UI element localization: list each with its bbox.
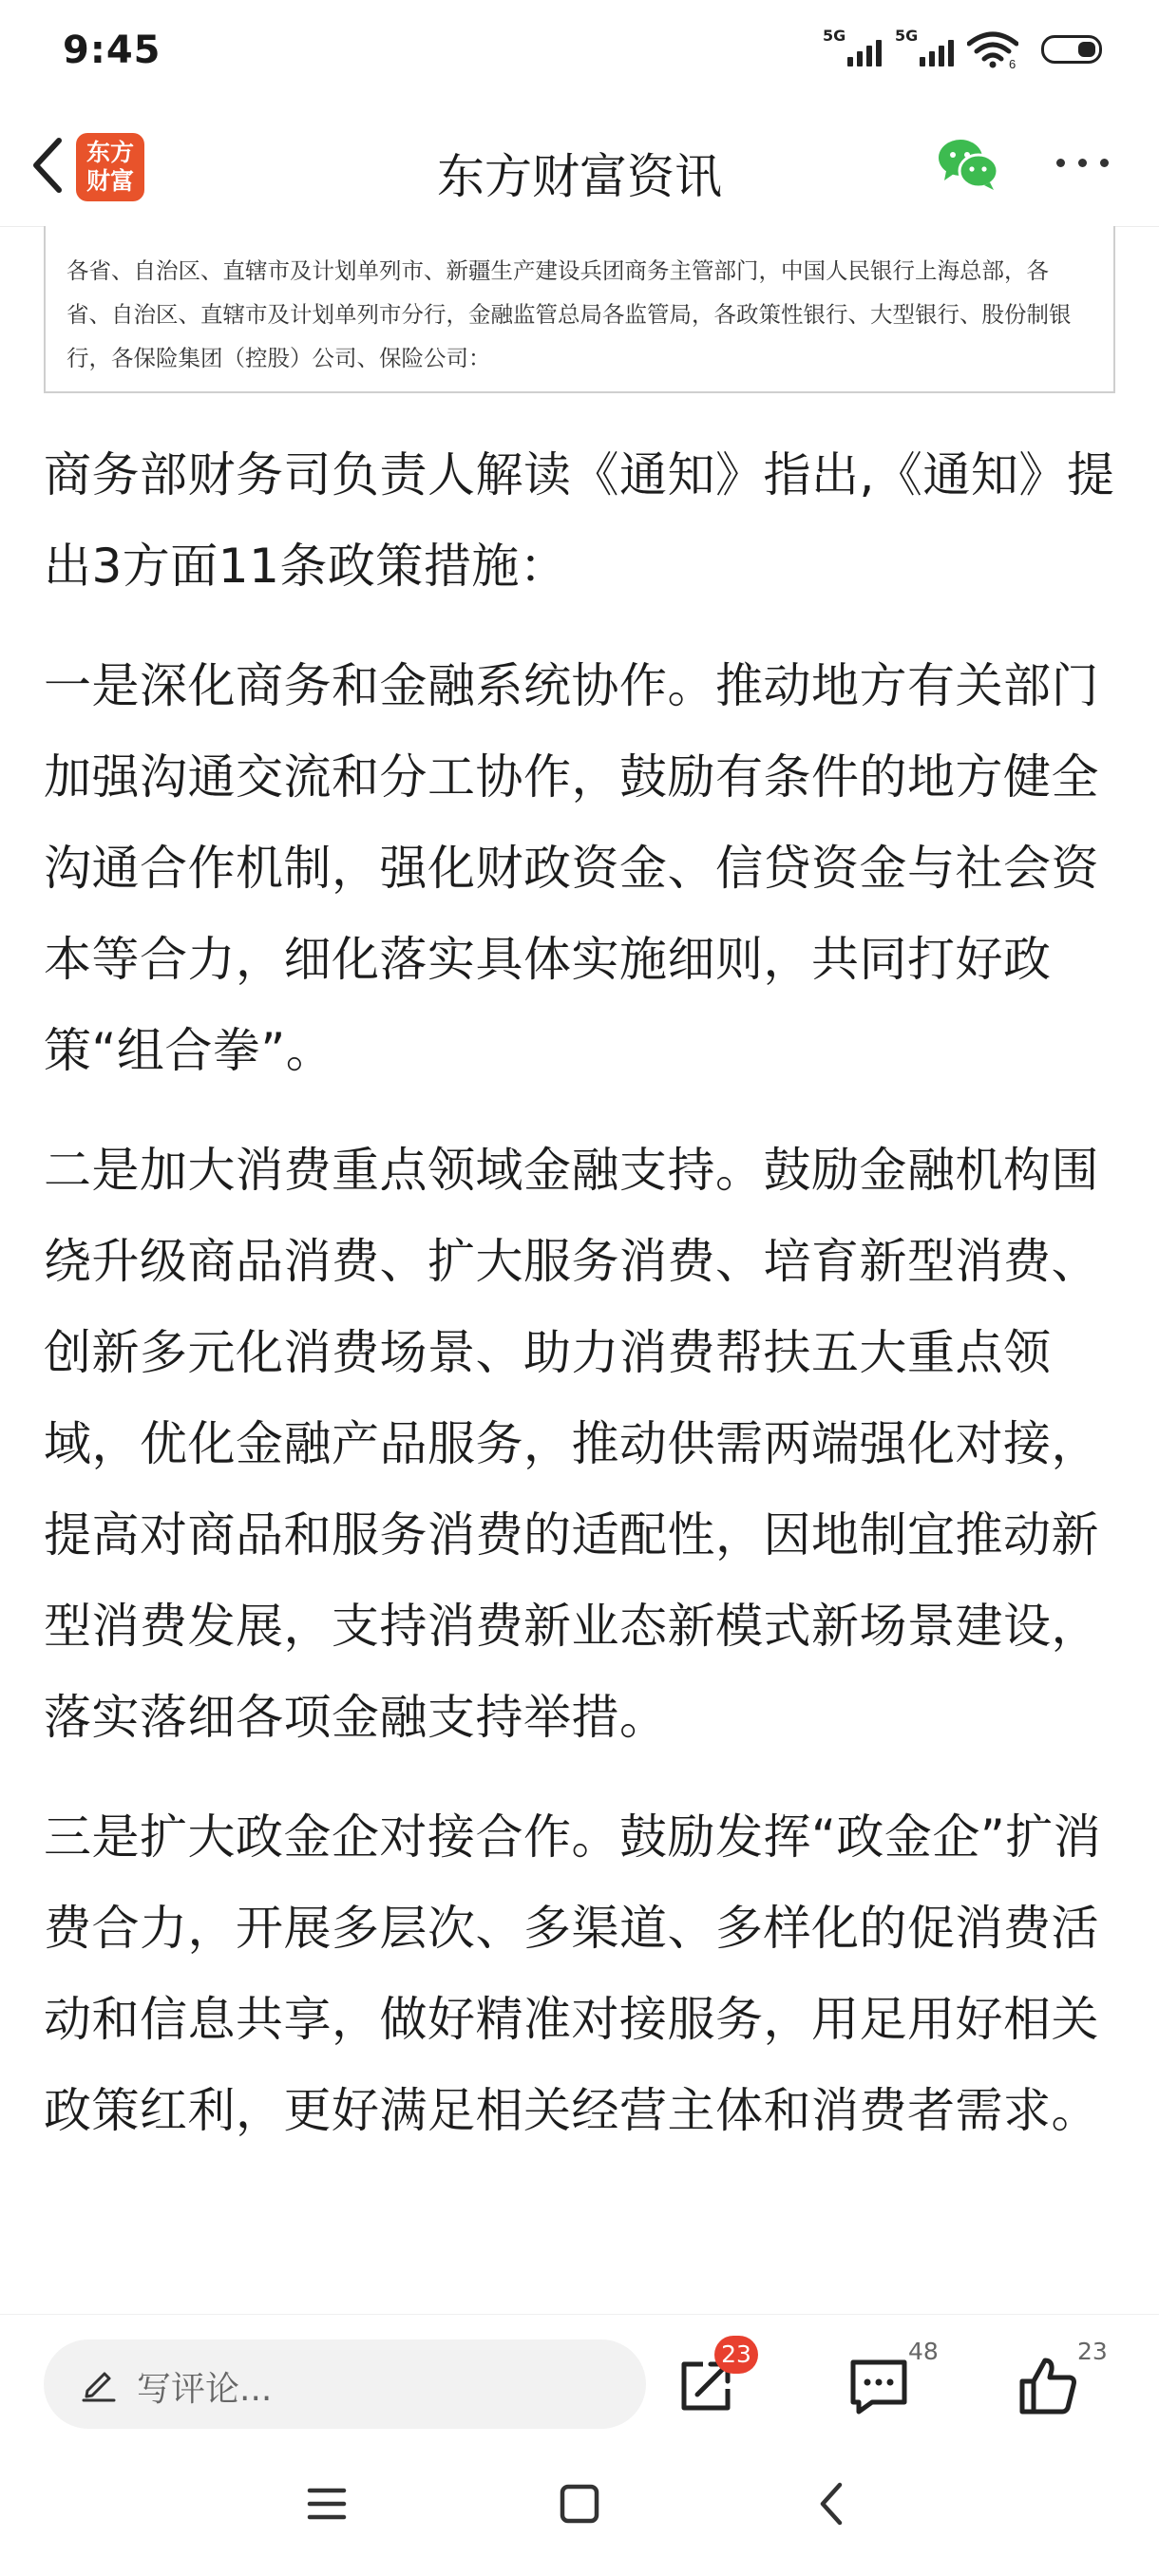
comment-input[interactable] <box>44 2339 646 2429</box>
status-time: 9:45 <box>63 28 162 72</box>
more-icon[interactable] <box>1056 148 1117 177</box>
logo-line1: 东方 <box>86 139 134 166</box>
wechat-icon[interactable] <box>937 137 999 192</box>
signal-icon <box>823 27 882 66</box>
signal-label: 5G <box>895 27 919 45</box>
notice-image <box>44 226 1115 393</box>
status-icons <box>823 27 1102 68</box>
pen-icon <box>78 2362 120 2404</box>
like-icon <box>1015 2353 1081 2419</box>
back-icon[interactable] <box>804 2475 861 2532</box>
article-paragraph: 三是扩大政金企对接合作。鼓励发挥“政金企”扩消费合力，开展多层次、多渠道、多样化的促消费活动和信息共享，做好精准对接服务，用足用好相关政策红利，更好满足相关经营主体和消费者需求。 <box>44 1809 1102 2138</box>
article-paragraph: 一是深化商务和金融系统协作。推动地方有关部门加强沟通交流和分工协作，鼓励有条件的地方健全沟通合作机制，强化财政资金、信贷资金与社会资本等合力，细化落实具体实施细则，共同打好政策“组合拳”。 <box>44 658 1099 1078</box>
page-title: 东方财富资讯 <box>437 149 722 204</box>
status-bar <box>0 0 1159 104</box>
wifi-sub: 6 <box>1009 57 1016 68</box>
comment-placeholder: 写评论... <box>137 2370 273 2409</box>
system-nav-bar <box>0 2437 1159 2576</box>
comment-button[interactable] <box>846 2338 939 2419</box>
comment-count: 48 <box>908 2338 939 2365</box>
like-button[interactable] <box>1015 2338 1108 2419</box>
signal-icon <box>895 27 954 66</box>
signal-label: 5G <box>823 27 846 45</box>
article-paragraph: 二是加大消费重点领域金融支持。鼓励金融机构围绕升级商品消费、扩大服务消费、培育新型消费、创新多元化消费场景、助力消费帮扶五大重点领域，优化金融产品服务，推动供需两端强化对接，提高对商品和服务消费的适配性，因地制宜推动新型消费发展，支持消费新业态新模式新场景建设，落实落细各项金融支持举措。 <box>44 1143 1099 1745</box>
wifi-icon <box>967 30 1018 68</box>
nav-bar <box>0 104 1159 227</box>
notice-text: 各省、自治区、直辖市及计划单列市、新疆生产建设兵团商务主管部门，中国人民银行上海总部，各省、自治区、直辖市及计划单列市分行，金融监管总局各监管局，各政策性银行、大型银行、股份制银行，各保险集团（控股）公司、保险公司： <box>66 257 1072 371</box>
share-button[interactable] <box>673 2340 751 2419</box>
home-icon[interactable] <box>551 2475 608 2532</box>
logo-line2: 财富 <box>86 167 134 195</box>
article-body <box>44 429 1121 2185</box>
battery-icon <box>1041 35 1102 64</box>
article-paragraph: 商务部财务司负责人解读《通知》指出,《通知》提出3方面11条政策措施： <box>44 447 1115 594</box>
share-badge: 23 <box>714 2336 758 2374</box>
comment-icon <box>846 2353 912 2419</box>
menu-icon[interactable] <box>298 2475 355 2532</box>
action-bar <box>0 2314 1159 2438</box>
like-count: 23 <box>1077 2338 1108 2365</box>
